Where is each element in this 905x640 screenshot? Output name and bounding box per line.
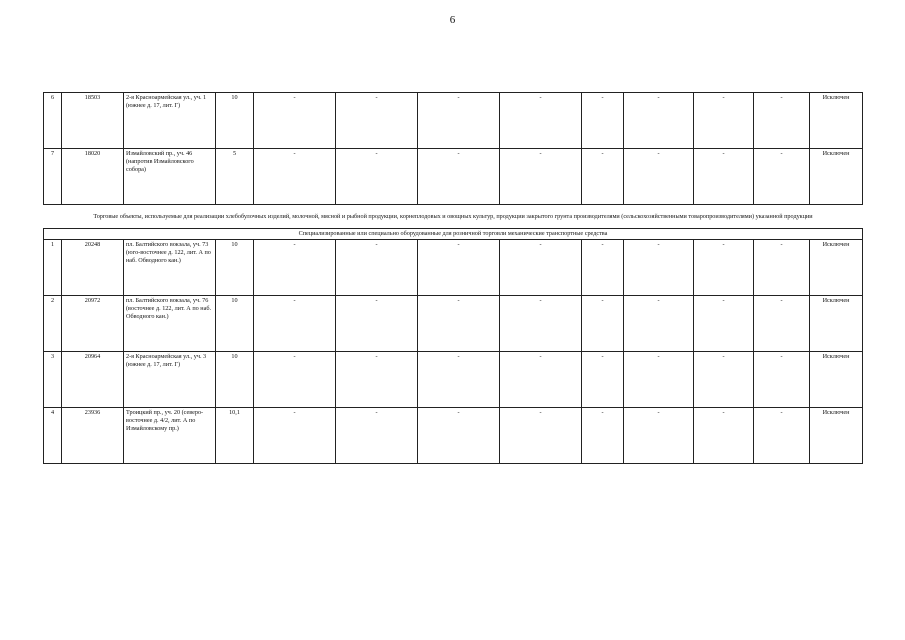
cell-dash: - (336, 296, 418, 352)
object-area: 10 (216, 240, 254, 296)
object-area: 10 (216, 352, 254, 408)
cell-dash: - (582, 93, 624, 149)
object-id: 20248 (62, 240, 124, 296)
table-row (44, 93, 863, 149)
cell-dash: - (694, 296, 754, 352)
cell-dash: - (694, 93, 754, 149)
object-id: 23936 (62, 408, 124, 464)
object-status: Исключен (810, 149, 863, 205)
cell-dash: - (582, 352, 624, 408)
object-area: 10 (216, 296, 254, 352)
cell-dash: - (336, 240, 418, 296)
object-id: 20972 (62, 296, 124, 352)
object-address: Троицкий пр., уч. 20 (северо-восточнее д. 4/2, лит. А по Измайловскому пр.) (124, 408, 216, 464)
cell-dash: - (254, 352, 336, 408)
cell-dash: - (582, 408, 624, 464)
cell-dash: - (694, 240, 754, 296)
row-number: 1 (44, 240, 62, 296)
cell-dash: - (254, 93, 336, 149)
cell-dash: - (754, 240, 810, 296)
cell-dash: - (694, 149, 754, 205)
cell-dash: - (754, 352, 810, 408)
object-status: Исключен (810, 93, 863, 149)
cell-dash: - (336, 352, 418, 408)
section-subtitle-row (44, 229, 863, 240)
object-status: Исключен (810, 240, 863, 296)
cell-dash: - (418, 352, 500, 408)
object-status: Исключен (810, 352, 863, 408)
cell-dash: - (418, 240, 500, 296)
section-subtitle: Специализированные или специально оборудованные для розничной торговли механические транспортные средства (44, 229, 863, 240)
object-address: 2-я Красноармейская ул., уч. 3 (южнее д. 17, лит. Г) (124, 352, 216, 408)
object-status: Исключен (810, 408, 863, 464)
cell-dash: - (418, 149, 500, 205)
cell-dash: - (418, 93, 500, 149)
cell-dash: - (624, 149, 694, 205)
objects-table (43, 92, 863, 464)
cell-dash: - (754, 149, 810, 205)
section-title-row (44, 205, 863, 229)
table-row (44, 240, 863, 296)
table-row (44, 149, 863, 205)
cell-dash: - (500, 93, 582, 149)
object-address: пл. Балтийского вокзала, уч. 73 (юго-восточнее д. 122, лит. А по наб. Обводного кан.) (124, 240, 216, 296)
cell-dash: - (582, 149, 624, 205)
table-row (44, 408, 863, 464)
row-number: 7 (44, 149, 62, 205)
row-number: 2 (44, 296, 62, 352)
cell-dash: - (624, 296, 694, 352)
cell-dash: - (418, 408, 500, 464)
cell-dash: - (500, 240, 582, 296)
cell-dash: - (254, 240, 336, 296)
cell-dash: - (624, 352, 694, 408)
cell-dash: - (624, 93, 694, 149)
row-number: 6 (44, 93, 62, 149)
object-status: Исключен (810, 296, 863, 352)
row-number: 3 (44, 352, 62, 408)
cell-dash: - (624, 408, 694, 464)
section-title: Торговые объекты, используемые для реализации хлебобулочных изделий, молочной, мясной и рыбной продукции, корнеплодовых и овощных культур, продукции закрытого грунта производителями (сельскохозяйственными товаропроизводителями) указанной продукции (44, 205, 863, 229)
cell-dash: - (336, 149, 418, 205)
cell-dash: - (624, 240, 694, 296)
page-number: 6 (449, 14, 456, 26)
cell-dash: - (336, 93, 418, 149)
table-row (44, 296, 863, 352)
cell-dash: - (694, 352, 754, 408)
cell-dash: - (500, 408, 582, 464)
cell-dash: - (500, 149, 582, 205)
object-address: 2-я Красноармейская ул., уч. 1 (южнее д. 17, лит. Г) (124, 93, 216, 149)
cell-dash: - (336, 408, 418, 464)
object-address: пл. Балтийского вокзала, уч. 76 (восточнее д. 122, лит. А по наб. Обводного кан.) (124, 296, 216, 352)
cell-dash: - (754, 296, 810, 352)
cell-dash: - (254, 149, 336, 205)
object-address: Измайловский пр., уч. 46 (напротив Измайловского собора) (124, 149, 216, 205)
cell-dash: - (582, 240, 624, 296)
cell-dash: - (694, 408, 754, 464)
cell-dash: - (582, 296, 624, 352)
cell-dash: - (754, 408, 810, 464)
table-row (44, 352, 863, 408)
cell-dash: - (500, 296, 582, 352)
object-area: 10 (216, 93, 254, 149)
object-id: 18503 (62, 93, 124, 149)
cell-dash: - (418, 296, 500, 352)
object-id: 18020 (62, 149, 124, 205)
row-number: 4 (44, 408, 62, 464)
cell-dash: - (754, 93, 810, 149)
cell-dash: - (254, 408, 336, 464)
cell-dash: - (254, 296, 336, 352)
object-id: 20964 (62, 352, 124, 408)
cell-dash: - (500, 352, 582, 408)
object-area: 5 (216, 149, 254, 205)
object-area: 10,1 (216, 408, 254, 464)
